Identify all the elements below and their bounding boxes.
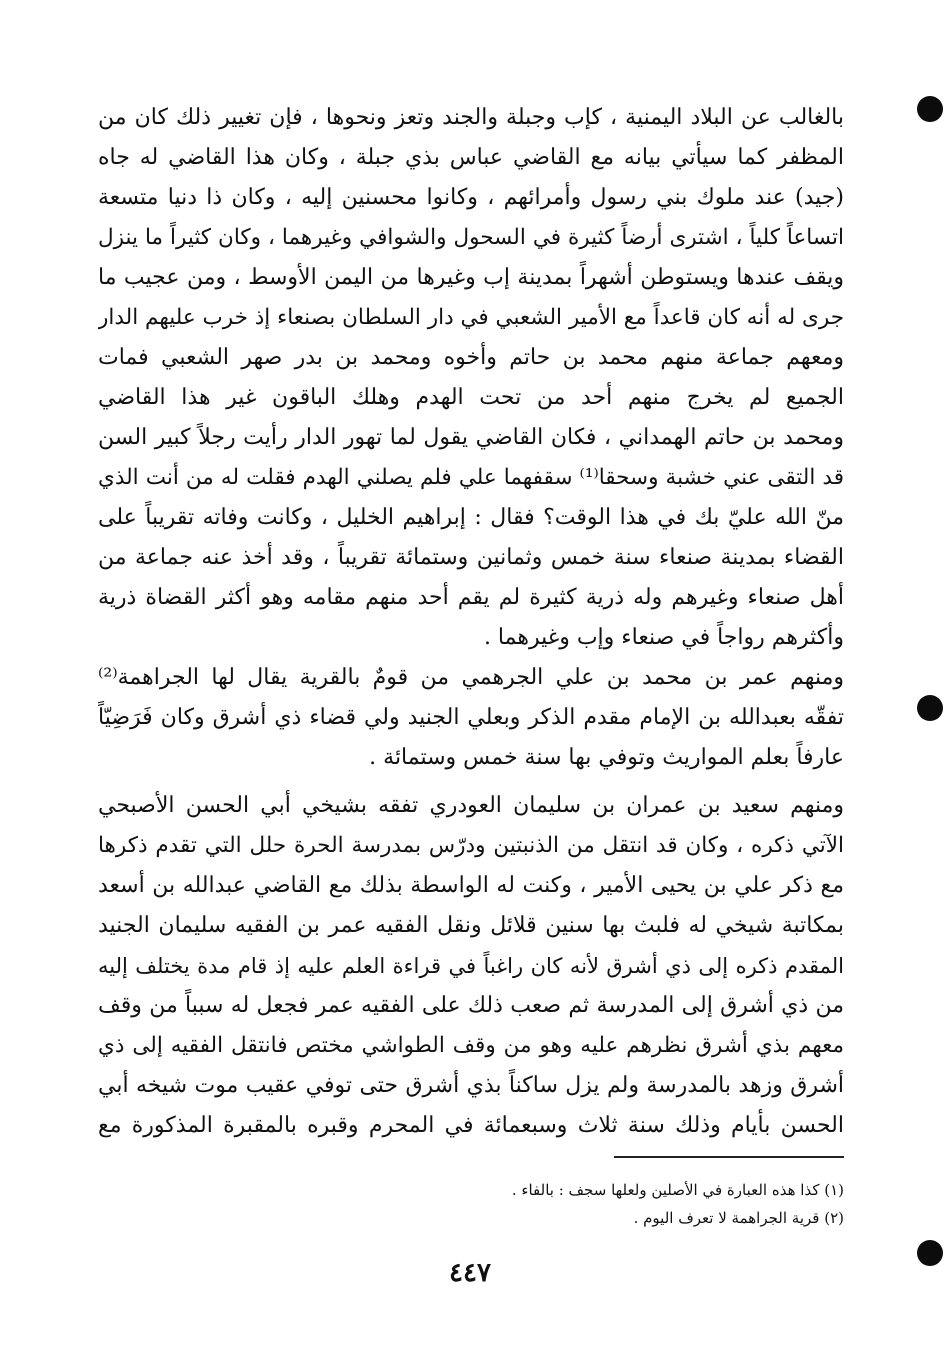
footnote-1: (١) كذا هذه العبارة في الأصلين ولعلها سجف : بالفاء . <box>511 1181 844 1199</box>
text-line: بالغالب عن البلاد اليمنية ، كإب وجبلة والجند وتعز ونحوها ، فإن تغيير ذلك كان من <box>98 105 844 130</box>
text-line: جرى له أنه كان قاعداً مع الأمير الشعبي في دار السلطان بصنعاء إذ خرب عليهم الدار <box>98 305 844 330</box>
text-line: الحسن بأيام وذلك سنة ثلاث وسبعمائة في المحرم وقبره بالمقبرة المذكورة مع <box>98 1113 844 1138</box>
footnote-2: (٢) قرية الجراهمة لا تعرف اليوم . <box>633 1209 844 1227</box>
text-line: الجميع لم يخرج منهم أحد من تحت الهدم وهلك الباقون غير هذا القاضي <box>98 385 844 410</box>
text-line: ومنهم عمر بن محمد بن علي الجرهمي من قومٌ بالقرية يقال لها الجراهمة⁽²⁾ <box>98 665 844 690</box>
text-line: المظفر كما سيأتي بيانه مع القاضي عباس بذي جبلة ، وكان هذا القاضي له جاه <box>98 145 844 170</box>
text-line: وأكثرهم رواجاً في صنعاء وإب وغيرهما . <box>483 625 844 650</box>
text-line: عارفاً بعلم المواريث وتوفي بها سنة خمس وستمائة . <box>369 745 844 770</box>
binding-hole-bottom <box>917 1240 943 1266</box>
text-line: بمكاتبة شيخي له فلبث بها سنين قلائل ونقل الفقيه عمر بن الفقيه سليمان الجنيد <box>98 913 844 938</box>
text-line: اتساعاً كلياً ، اشترى أرضاً كثيرة في السحول والشوافي وغيرهما ، وكان كثيراً ما ينزل <box>98 225 844 250</box>
text-line: المقدم ذكره إلى ذي أشرق لأنه كان راغباً في قراءة العلم عليه إذ قام مدة يختلف إليه <box>98 954 844 978</box>
footnote-separator <box>614 1156 844 1158</box>
page-number: ٤٤٧ <box>449 1258 491 1288</box>
text-line: (جيد) عند ملوك بني رسول وأمرائهم ، وكانوا محسنين إليه ، وكان ذا دنيا متسعة <box>98 185 844 210</box>
text-line: ومنهم سعيد بن عمران بن سليمان العودري تفقه بشيخي أبي الحسن الأصبحي <box>98 793 844 818</box>
paragraph-3 <box>98 786 844 1146</box>
paragraph-2 <box>98 658 844 778</box>
text-line: معهم بذي أشرق نظرهم عليه وهو من وقف الطواشي مختص فانتقل الفقيه إلى ذي <box>98 1033 844 1058</box>
text-line: ومحمد بن حاتم الهمداني ، فكان القاضي يقول لما تهور الدار رأيت رجلاً كبير السن <box>98 425 844 450</box>
text-line: منّ الله عليّ بك في هذا الوقت؟ فقال : إبراهيم الخليل ، وكانت وفاته تقريباً على <box>98 505 844 530</box>
text-line: ومعهم جماعة منهم محمد بن حاتم وأخوه ومحمد بن بدر صهر الشعبي فمات <box>98 345 844 370</box>
text-line: أشرق وزهد بالمدرسة ولم يزل ساكناً بذي أشرق حتى توفي عقيب موت شيخه أبي <box>98 1073 844 1098</box>
binding-hole-top <box>917 96 943 122</box>
text-line: من ذي أشرق إلى المدرسة ثم صعب ذلك على الفقيه عمر فجعل له سبباً من وقف <box>98 993 844 1018</box>
binding-hole-middle <box>917 695 943 721</box>
text-line: القضاء بمدينة صنعاء سنة خمس وثمانين وستمائة تقريباً ، وقد أخذ عنه جماعة من <box>98 545 844 570</box>
text-line: تفقّه بعبدالله بن الإمام مقدم الذكر وبعلي الجنيد ولي قضاء ذي أشرق وكان فَرَضِيّاً <box>98 705 844 730</box>
text-line: الآتي ذكره ، وكان قد انتقل من الذنبتين ودرّس بمدرسة الحرة حلل التي تقدم ذكرها <box>98 833 844 858</box>
text-line: مع ذكر علي بن يحيى الأمير ، وكنت له الواسطة بذلك مع القاضي عبدالله بن أسعد <box>98 873 844 898</box>
paragraph-1 <box>98 98 844 658</box>
text-line: ويقف عندها ويستوطن أشهراً بمدينة إب وغيرها من اليمن الأوسط ، ومن عجيب ما <box>98 265 844 290</box>
footnotes <box>300 1176 844 1232</box>
text-line: قد التقى عني خشبة وسحقا⁽¹⁾ سقفهما علي فلم يصلني الهدم فقلت له من أنت الذي <box>98 465 844 490</box>
text-line: أهل صنعاء وغيرهم وله ذرية كثيرة لم يقم أحد منهم مقامه وهو أكثر القضاة ذرية <box>98 585 844 610</box>
